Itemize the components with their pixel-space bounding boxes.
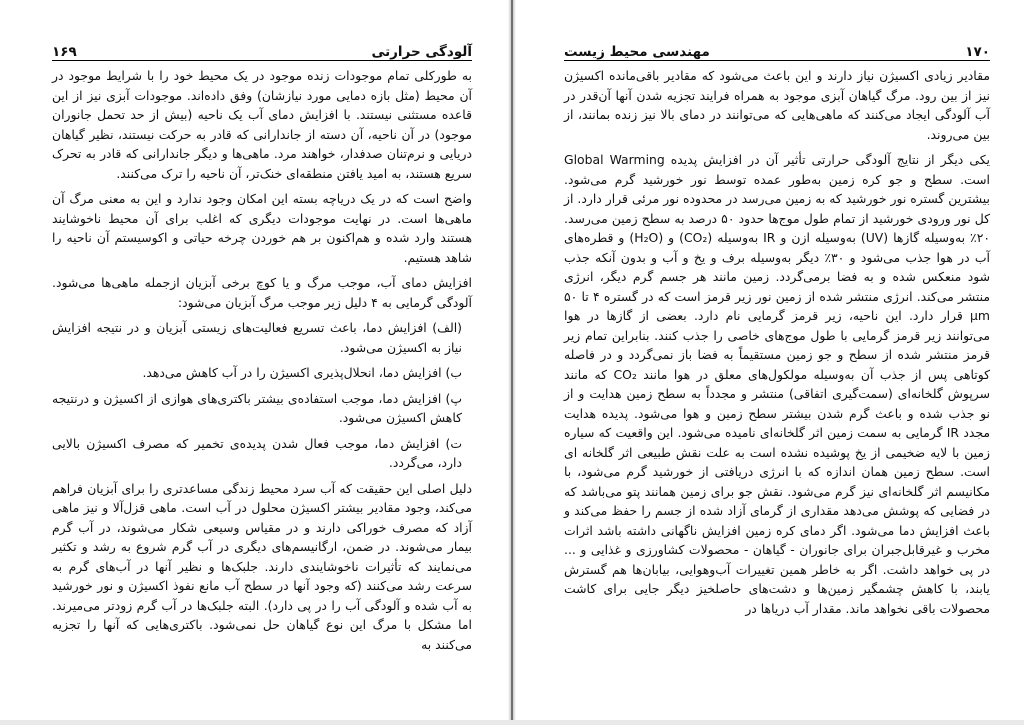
left-page-header (52, 38, 472, 60)
paragraph: افزایش دمای آب، موجب مرگ و یا کوچ برخی آبزیان ازجمله ماهی‌ها می‌شود. آلودگی گرمایی به ۴ دلیل زیر موجب مرگ آبزیان می‌شود: (52, 275, 472, 310)
page-gutter (508, 0, 516, 725)
right-page (516, 0, 1024, 725)
list-item: ت) افزایش دما، موجب فعال شدن پدیده‌ی تخمیر که مصرف اکسیژن بالایی دارد، می‌گردد. (52, 435, 462, 470)
right-page-number: ۱۷۰ (965, 44, 990, 60)
left-page (0, 0, 508, 725)
list-item: پ) افزایش دما، موجب استفاده‌ی بیشتر باکتری‌های هوازی از اکسیژن و درنتیجه کاهش اکسیژن می‌شود. (52, 390, 462, 425)
page-bottom-edge (0, 720, 1024, 725)
right-page-body (564, 66, 990, 624)
right-header-title: مهندسی محیط زیست (564, 44, 710, 60)
left-page-number: ۱۶۹ (52, 44, 77, 60)
right-header-rule (564, 60, 990, 61)
paragraph: یکی دیگر از نتایج آلودگی حرارتی تأثیر آن در افزایش پدیده Global Warming است. سطح و جو کره زمین به‌طور عمده توسط نور خورشید گرم می‌شود. بیشترین گستره نور خورشید که به زمین می‌رسد در محدوده نور مرئی قرار دارد. از کل نور ورودی خورشید از تمام طول موج‌ها حدود ۵۰ درصد به سطح زمین می‌رسد. ۲۰٪ به‌وسیله گازها (UV) به‌وسیله ازن و IR به‌وسیله (CO₂) و (H₂O) و قطره‌های آب در هوا جذب می‌شود و ۳۰٪ دیگر به‌وسیله برف و یخ و آب و بدون آنکه جذب شود منعکس شده و به فضا برمی‌گردد. زمین مانند هر جسم گرم دیگر، انرژی منتشر می‌کند. انرژی منتشر شده از زمین نور زیر قرمز است که در گستره ۴ تا ۵۰ μm قرار دارد. این ناحیه، زیر قرمز گرمایی نام دارد. بعضی از گازها در هوا می‌توانند زیر قرمز گرمایی با طول موج‌های خاصی را جذب کنند. بنابراین تمام زیر قرمز منتشر شده از سطح و جو زمین مستقیماً به فضا باز نمی‌گردد و در فاصله کوتاهی پس از جذب آن به‌وسیله مولکول‌های معلق در هوا مانند CO₂ که مانند سرپوش گلخانه‌ای (سمت‌گیری اتفاقی) منتشر و مجدداً به سطح زمین هدایت و از نو جذب شده و باعث گرم شدن بیشتر سطح زمین و هوا می‌شود. پدیده هدایت مجدد IR گرمایی به سمت زمین اثر گلخانه‌ای نامیده می‌شود. این واقعیت که سیاره زمین با لایه ضخیمی از یخ پوشیده نشده است به علت نقش طبیعی اثر گلخانه ای است. سطح زمین همان اندازه که با انرژی دریافتی از خورشید گرم می‌شود، با مکانیسم اثر گلخانه‌ای نیز گرم می‌شود. نقش جو برای زمین همانند پتو می‌باشد که در فضایی که پوشش می‌دهد مقداری از گرمای آزاد شده از جسم را حفظ می‌کند و باعث افزایش دما می‌شود. اگر دمای کره زمین افزایش ناگهانی داشته باشد اثرات مخرب و غیرقابل‌جبران برای جانوران - گیاهان - محصولات کشاورزی و غذایی و ... در پی خواهد داشت. اگر به خاطر همین تغییرات آب‌وهوایی، بیابان‌ها هم گسترش یابند، با کاهش چشمگیر زمین‌ها و دشت‌های حاصلخیز دیگر جایی برای کاشت محصولات باقی نخواهد ماند. مقدار آب دریاها در (564, 152, 991, 616)
list-item: (الف) افزایش دما، باعث تسریع فعالیت‌های زیستی آبزیان و در نتیجه افزایش نیاز به اکسیژن می‌شود. (52, 320, 462, 355)
left-header-title: آلودگی حرارتی (371, 44, 472, 60)
left-page-body (52, 66, 472, 660)
left-header-rule (52, 60, 472, 61)
right-page-header (564, 38, 990, 60)
paragraph: دلیل اصلی این حقیقت که آب سرد محیط زندگی مساعدتری را برای آبزیان فراهم می‌کند، وجود مقادیر بیشتر اکسیژن محلول در آب است. ماهی قزل‌آلا و نیز ماهی آزاد که مصرف خوراکی دارند و در مقیاس وسیعی شکار می‌شوند، در آب گرم بیمار می‌شوند. در ضمن، ارگانیسم‌های دیگری در آب گرم شروع به رشد و تکثیر می‌نمایند که تأثیرات ناخوشایندی دارند. جلبک‌ها و نظیر آنها در آب‌های گرم به سرعت رشد می‌کنند (که وجود آنها در سطح آب مانع نفوذ اکسیژن و نور خورشید به آب شده و آلودگی آب را در پی دارد). البته جلبک‌ها در آب گرم زودتر می‌میرند. اما مشکل با مرگ این نوع گیاهان حل نمی‌شود. باکتری‌هایی که آنها را تجزیه می‌کنند به (52, 480, 472, 652)
paragraph: مقادیر زیادی اکسیژن نیاز دارند و این باعث می‌شود که مقادیر باقی‌مانده اکسیژن نیز از بین رود. مرگ گیاهان آبزی موجود به همراه فرایند تجزیه شدن آنها آن‌قدر در آب آلودگی ایجاد می‌کنند که ماهی‌هایی که می‌توانند در دمای بالا نیز زنده بمانند، از بین می‌روند. (564, 68, 990, 142)
paragraph: به طورکلی تمام موجودات زنده موجود در یک محیط خود را با شرایط موجود در آن محیط (مثل بازه دمایی مورد نیازشان) وفق داده‌اند. موجودات آبزی نیز از این قاعده مستثنی نیستند. با افزایش دمای آب یک ناحیه (بیش از حد تحمل جانوران موجود) در آن ناحیه، آن دسته از جاندارانی که قادر به حرکت نیستند، نظیر گیاهان دریایی و نرم‌تنان صدفدار، خواهند مرد. ماهی‌ها و دیگر جاندارانی که قادر به تحرک سریع هستند، به امید یافتن منطقه‌ای خنک‌تر، آن ناحیه را ترک می‌کنند. (52, 68, 472, 181)
paragraph: واضح است که در یک دریاچه بسته این امکان وجود ندارد و این به معنی مرگ آن ماهی‌ها است. در نهایت موجودات دیگری که اغلب برای آن محیط ناخوشایند هستند وارد شده و هم‌اکنون بر هم خوردن چرخه حیاتی و اکوسیستم آن ناحیه را شاهد هستیم. (52, 191, 472, 265)
list-item: ب) افزایش دما، انحلال‌پذیری اکسیژن را در آب کاهش می‌دهد. (142, 365, 462, 380)
